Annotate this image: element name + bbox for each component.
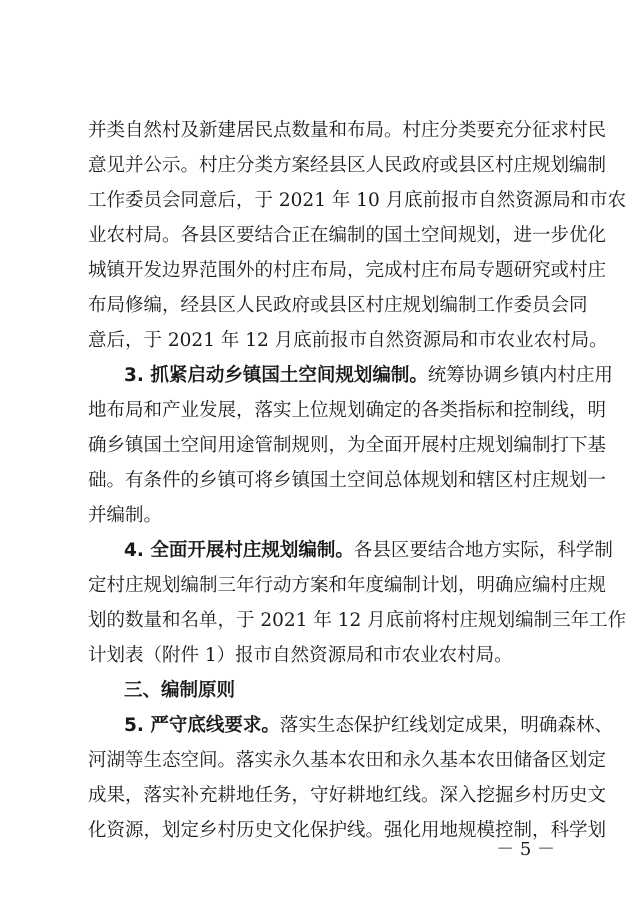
paragraph-line: 布局修编，经县区人民政府或县区村庄规划编制工作委员会同 [88,295,588,316]
paragraph-line: 计划表（附件 1）报市自然资源局和市农业农村局。 [88,645,513,666]
paragraph-line: 并编制。 [88,505,163,526]
item-3-text: 统筹协调乡镇内村庄用 [427,365,613,386]
page-number: － 5 － [496,839,555,860]
paragraph-line: 定村庄规划编制三年行动方案和年度编制计划，明确应编村庄规 [88,575,607,596]
paragraph-line: 并类自然村及新建居民点数量和布局。村庄分类要充分征求村民 [88,120,607,141]
item-4-text: 各县区要结合地方实际，科学制 [353,540,613,561]
paragraph-line: 化资源，划定乡村历史文化保护线。强化用地规模控制，科学划 [88,820,607,841]
item-4-title: 4. 全面开展村庄规划编制。 [124,540,354,561]
paragraph-line: 础。有条件的乡镇可将乡镇国土空间总体规划和辖区村庄规划一 [88,470,607,491]
section-heading: 三、编制原则 [124,680,236,701]
paragraph-line: 河湖等生态空间。落实永久基本农田和永久基本农田储备区划定 [88,750,607,771]
paragraph-line: 业农村局。各县区要结合正在编制的国土空间规划，进一步优化 [88,225,607,246]
item-3-first-line [124,364,613,388]
item-5-first-line [124,714,613,738]
item-3-title: 3. 抓紧启动乡镇国土空间规划编制。 [124,365,428,386]
paragraph-line: 确乡镇国土空间用途管制规则，为全面开展村庄规划编制打下基 [88,435,607,456]
paragraph-line: 成果，落实补充耕地任务，守好耕地红线。深入挖掘乡村历史文 [88,785,607,806]
item-5-text: 落实生态保护红线划定成果，明确森林、 [279,715,613,736]
paragraph-line: 工作委员会同意后，于 2021 年 10 月底前报市自然资源局和市农 [88,190,627,211]
paragraph-line: 划的数量和名单，于 2021 年 12 月底前将村庄规划编制三年工作 [88,610,627,631]
item-5-title: 5. 严守底线要求。 [124,715,280,736]
paragraph-line: 城镇开发边界范围外的村庄布局，完成村庄布局专题研究或村庄 [88,260,607,281]
item-4-first-line [124,539,613,563]
paragraph-line: 地布局和产业发展，落实上位规划确定的各类指标和控制线，明 [88,400,607,421]
paragraph-line: 意见并公示。村庄分类方案经县区人民政府或县区村庄规划编制 [88,155,607,176]
paragraph-line: 意后，于 2021 年 12 月底前报市自然资源局和市农业农村局。 [88,330,608,351]
